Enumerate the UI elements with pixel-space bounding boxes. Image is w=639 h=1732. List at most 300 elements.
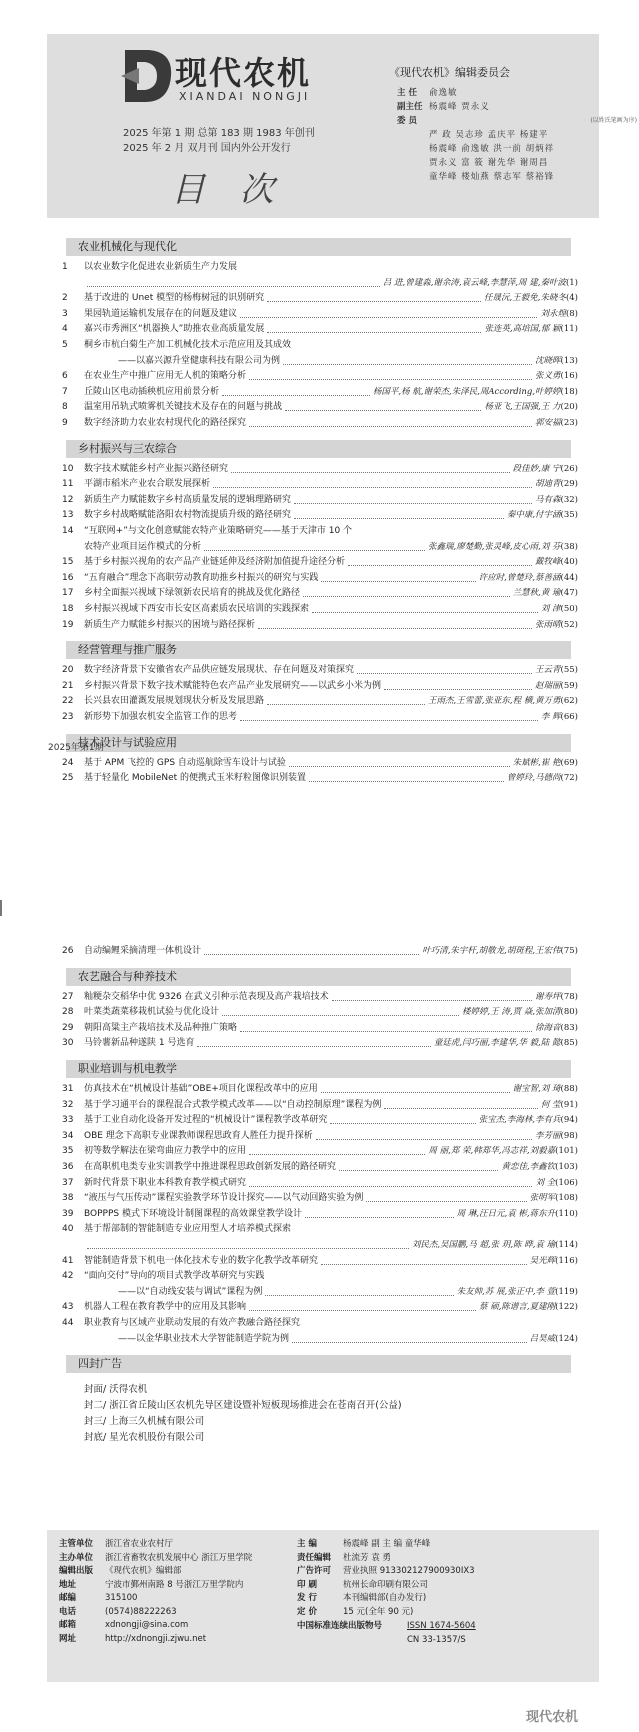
- entry-title: 数字经济背景下安徽省农产品供应链发展现状、存在问题及对策探究: [84, 665, 355, 676]
- leader-dots: [222, 395, 370, 396]
- toc-entry[interactable]: [62, 1254, 578, 1268]
- info-value: 本刊编辑部(自办发行): [343, 1593, 427, 1603]
- entry-title: 乡村振兴视域下西安市长安区高素质农民培训的实践探索: [84, 603, 310, 614]
- entry-number: 25: [62, 773, 74, 784]
- info-row: [59, 1606, 252, 1620]
- entry-number: 20: [62, 665, 74, 676]
- entry-authors: 刘 全: [535, 1177, 556, 1188]
- toc-entry[interactable]: [62, 291, 578, 305]
- info-value: xdnongji@sina.com: [105, 1620, 189, 1630]
- toc-entry[interactable]: [62, 1332, 578, 1346]
- board-row: [397, 170, 637, 184]
- toc-entry[interactable]: [62, 307, 578, 321]
- leader-dots: [240, 1031, 532, 1032]
- toc-entry[interactable]: [62, 338, 578, 352]
- toc-entry[interactable]: [62, 540, 578, 554]
- entry-authors: 马有森: [535, 494, 561, 505]
- board-label: [397, 156, 429, 170]
- entry-number: 19: [62, 619, 74, 630]
- entry-authors: 张雨晴: [535, 619, 561, 630]
- entry-number: 15: [62, 557, 74, 568]
- toc-entry[interactable]: [62, 1316, 578, 1330]
- board-members: 俞逸敏: [429, 88, 458, 98]
- publication-info: [47, 1530, 599, 1682]
- masthead: [47, 34, 637, 218]
- entry-page: (29): [560, 479, 578, 490]
- leader-dots: [240, 317, 537, 318]
- section-heading: 四封广告: [66, 1355, 571, 1373]
- entry-title: ——以金华职业技术大学智能制造学院为例: [118, 1333, 290, 1344]
- entry-number: 18: [62, 603, 74, 614]
- toc-entry[interactable]: [62, 555, 578, 569]
- entry-page: (13): [560, 355, 578, 366]
- entry-page: (108): [555, 1193, 578, 1204]
- entry-authors: 许应时,曾楚玲,蔡善涵: [478, 572, 561, 583]
- leader-dots: [309, 781, 504, 782]
- entry-authors: 徐海音: [535, 1022, 561, 1033]
- leader-dots: [267, 332, 481, 333]
- board-row: [397, 100, 637, 114]
- toc-entry[interactable]: [62, 354, 578, 368]
- info-row: [297, 1579, 475, 1593]
- issn-block: [297, 1620, 476, 1647]
- entry-number: 34: [62, 1130, 74, 1141]
- toc-entry[interactable]: [62, 618, 578, 632]
- toc-entry[interactable]: [62, 694, 578, 708]
- entry-number: 13: [62, 510, 74, 521]
- info-row: [297, 1552, 475, 1566]
- info-row: [297, 1565, 475, 1579]
- entry-authors: 周 丽,郑 荣,韩郑华,冯志祥,刘毅嘉: [428, 1146, 556, 1157]
- info-key: 主 编: [297, 1539, 317, 1549]
- leader-dots: [303, 596, 510, 597]
- toc-entry[interactable]: [62, 462, 578, 476]
- entry-authors: 叶巧清,朱宇杆,胡敬龙,胡斑程,王宏伟: [422, 946, 561, 956]
- entry-authors: 张义勇: [535, 371, 561, 382]
- cover-ads-list: [84, 1382, 402, 1446]
- entry-page: (91): [560, 1099, 578, 1110]
- info-value: 杜流芳 袁 勇: [343, 1552, 391, 1563]
- info-key: 发 行: [297, 1593, 317, 1603]
- leader-dots: [249, 379, 532, 380]
- entry-authors: 谢寿坪: [535, 991, 561, 1002]
- entry-page: (59): [560, 680, 578, 691]
- entry-title: 丘陵山区电动插秧机应用前景分析: [84, 386, 220, 397]
- info-value: 15 元(全年 90 元): [343, 1606, 414, 1617]
- toc-entry[interactable]: [62, 1222, 578, 1236]
- cover-ad-item: 封面/ 沃得农机: [84, 1384, 148, 1395]
- leader-dots: [321, 1092, 510, 1093]
- leader-dots: [332, 1000, 532, 1001]
- info-key: 印 刷: [297, 1579, 317, 1590]
- entry-authors: 王雨杰,王雪蕾,张亚东,程 横,黄万勇: [428, 696, 561, 707]
- leader-dots: [321, 1264, 527, 1265]
- leader-dots: [222, 1015, 459, 1016]
- toc-entry[interactable]: [62, 586, 578, 600]
- entry-authors: 曾婷玲,马德尚: [506, 773, 561, 784]
- entry-title: 机器人工程在教育教学中的应用及其影响: [84, 1302, 247, 1313]
- toc-entry[interactable]: [62, 710, 578, 724]
- issue-line: 2025 年 2 月 双月刊 国内外公开发行: [123, 143, 291, 154]
- entry-number: 33: [62, 1115, 74, 1126]
- entry-page: (69): [560, 757, 578, 768]
- toc-entry[interactable]: [62, 385, 578, 399]
- entry-number: 30: [62, 1038, 74, 1049]
- publication-info-left: [59, 1538, 252, 1646]
- info-value: 杨震峰 副 主 编 童华峰: [343, 1539, 431, 1549]
- entry-title: 基于改进的 Unet 模型的杨梅树冠的识别研究: [84, 293, 265, 304]
- info-value: 《现代农机》编辑部: [105, 1566, 182, 1576]
- info-key: 定 价: [297, 1606, 317, 1617]
- entry-number: 31: [62, 1084, 74, 1094]
- toc-entry[interactable]: [62, 1300, 578, 1314]
- entry-number: 32: [62, 1099, 74, 1110]
- entry-title: 基于学习通平台的课程混合式教学模式改革——以“自动控制原理”课程为例: [84, 1099, 382, 1110]
- toc-entry[interactable]: [62, 756, 578, 770]
- entry-page: (50): [560, 603, 578, 614]
- entry-page: (44): [560, 572, 578, 583]
- board-members: 童华峰 楼灿燕 蔡志军 蔡裕锋: [429, 172, 555, 182]
- entry-authors: 楼婷婷,王 涛,贾 焱,张加清: [462, 1007, 561, 1018]
- toc-entry[interactable]: [62, 369, 578, 383]
- toc-entry[interactable]: [62, 1207, 578, 1221]
- entry-title: 乡村振兴背景下数字技术赋能特色农产品产业发展研究——以武乡小米为例: [84, 680, 382, 691]
- info-key: 主办单位: [59, 1552, 94, 1563]
- leader-dots: [312, 612, 538, 613]
- leader-dots: [265, 1295, 453, 1296]
- entry-number: 5: [62, 339, 68, 350]
- entry-number: 41: [62, 1255, 74, 1266]
- leader-dots: [289, 766, 510, 767]
- entry-number: 26: [62, 946, 74, 956]
- toc-entry[interactable]: [62, 400, 578, 414]
- entry-authors: 秦中康,付宇涵: [506, 510, 561, 521]
- entry-title: 桐乡市杭白菊生产加工机械化技术示范应用及其成效: [84, 339, 292, 350]
- entry-authors: 赵瑞丽: [535, 680, 561, 691]
- entry-authors: 戴牧峰: [535, 557, 561, 568]
- leader-dots: [384, 1108, 538, 1109]
- journal-logo: [119, 46, 339, 118]
- info-value: 杭州长命印刷有限公司: [343, 1579, 429, 1590]
- toc-entry[interactable]: [62, 322, 578, 336]
- entry-page: (11): [560, 324, 578, 335]
- entry-page: (122): [555, 1302, 578, 1313]
- entry-title: 果园轨道运输机发展存在的问题及建议: [84, 308, 238, 319]
- entry-authors: 沈晓晖: [535, 355, 561, 366]
- entry-number: 35: [62, 1146, 74, 1157]
- toc-entry[interactable]: [62, 602, 578, 616]
- cover-ad-item: 封底/ 星光农机股份有限公司: [84, 1432, 205, 1443]
- entry-title: 朝阳高粱主产栽培技术及品种推广策略: [84, 1022, 238, 1033]
- toc-entry[interactable]: [62, 1176, 578, 1190]
- board-members: 杨震峰 贾永义: [429, 102, 490, 112]
- entry-title: 基于帮部制的智能制造专业应用型人才培养模式探索: [84, 1224, 292, 1235]
- leader-dots: [316, 1139, 532, 1140]
- toc-entry[interactable]: [62, 1113, 578, 1127]
- info-row: [59, 1619, 252, 1633]
- entry-number: 43: [62, 1302, 74, 1313]
- toc-list: [62, 756, 578, 787]
- info-value: (0574)88222263: [105, 1606, 177, 1617]
- entry-page: (116): [555, 1255, 578, 1266]
- toc-entry[interactable]: [62, 679, 578, 693]
- toc-entry[interactable]: [62, 1021, 578, 1035]
- entry-authors: 杨亚飞,王国强,王 力: [484, 402, 561, 413]
- entry-number: 23: [62, 711, 74, 722]
- cover-ad-item: 封二/ 浙江省丘陵山区农机先导区建设暨补短板现场推进会在苍南召开(公益): [84, 1400, 402, 1411]
- toc-entry[interactable]: [62, 990, 578, 1004]
- leader-dots: [231, 472, 510, 473]
- leader-dots: [267, 301, 481, 302]
- info-row: [59, 1538, 252, 1552]
- entry-title: “液压与气压传动”课程实验教学环节设计探究——以气动回路实验为例: [84, 1193, 364, 1204]
- entry-authors: 胡迪青: [535, 479, 561, 490]
- entry-page: (1): [565, 277, 578, 288]
- entry-authors: 刘 津: [540, 603, 561, 614]
- info-key: 责任编辑: [297, 1552, 332, 1563]
- board-note: (以姓氏笔画为序): [590, 117, 637, 124]
- entry-title: 温室用吊轨式喷雾机关键技术及存在的问题与挑战: [84, 402, 283, 413]
- entry-title: “互联网+”与文化创意赋能农特产业策略研究——基于天津市 10 个: [84, 525, 353, 536]
- issn-label: 中国标准连续出版物号: [297, 1621, 383, 1631]
- entry-number: 16: [62, 572, 74, 583]
- entry-number: 2: [62, 293, 68, 304]
- entry-title: 基于乡村振兴视角的农产品产业链延伸及经济附加值提升途径分析: [84, 557, 346, 568]
- entry-authors: 张宝杰,李海林,李有兵: [478, 1115, 561, 1126]
- info-row: [297, 1538, 475, 1552]
- entry-title: 基于工业自动化设备开发过程的“机械设计”课程教学改革研究: [84, 1115, 328, 1126]
- toc-entry[interactable]: [62, 1285, 578, 1299]
- entry-authors: 王云青: [535, 665, 561, 676]
- toc-entry[interactable]: [62, 1238, 578, 1252]
- board-row: [397, 156, 637, 170]
- entry-authors: 刘永煌: [540, 308, 566, 319]
- toc-entry[interactable]: [62, 771, 578, 785]
- entry-number: 12: [62, 494, 74, 505]
- board-label: 主 任: [397, 88, 417, 98]
- entry-page: (80): [560, 1007, 578, 1018]
- entry-number: 3: [62, 308, 68, 319]
- entry-authors: 郭安福: [535, 417, 561, 428]
- toc-entry[interactable]: [62, 524, 578, 538]
- section-heading: 技术设计与试验应用: [66, 734, 571, 752]
- entry-number: 42: [62, 1271, 74, 1282]
- leader-dots: [87, 1248, 409, 1249]
- entry-authors: 李芳丽: [535, 1130, 561, 1141]
- entry-page: (98): [560, 1130, 578, 1141]
- info-row: [59, 1592, 252, 1606]
- entry-page: (40): [560, 557, 578, 568]
- entry-number: 10: [62, 463, 74, 474]
- toc-entry[interactable]: [62, 1082, 578, 1096]
- entry-authors: 黄恋佳,李鑫钦: [501, 1161, 556, 1172]
- info-row: [297, 1606, 475, 1620]
- toc-entry[interactable]: [62, 663, 578, 677]
- toc-entry[interactable]: [62, 416, 578, 430]
- entry-page: (18): [560, 386, 578, 397]
- entry-title: 籼粳杂交稻华中优 9326 在武义引种示范表现及高产栽培技术: [84, 991, 329, 1002]
- entry-authors: 张鑫瑞,廖楚勤,张灵峰,皮心雨,刘 芬: [428, 541, 561, 552]
- entry-number: 4: [62, 324, 68, 335]
- entry-title: 以农业数字化促进农业新质生产力发展: [84, 262, 238, 272]
- toc-entry[interactable]: [62, 1160, 578, 1174]
- toc-entry[interactable]: [62, 571, 578, 585]
- entry-authors: 吕昊威: [529, 1333, 556, 1344]
- cn-number: CN 33-1357/S: [407, 1634, 466, 1645]
- entry-authors: 任晟沅,王毅免,朱晓冬: [484, 293, 566, 304]
- entry-page: (35): [560, 510, 578, 521]
- entry-number: 6: [62, 371, 68, 382]
- board-members: 严 政 吴志珍 孟庆平 杨建平: [429, 130, 549, 140]
- info-key: 电话: [59, 1606, 77, 1617]
- toc-entry[interactable]: [62, 1269, 578, 1283]
- entry-authors: 吕 进,曾建淼,谢余涛,袁云峰,李慧萍,周 建,秦叶波: [382, 277, 566, 288]
- toc-entry[interactable]: [62, 1129, 578, 1143]
- entry-title: 在高职机电类专业实训教学中推进课程思政创新发展的路径研究: [84, 1161, 337, 1172]
- section-heading: 农业机械化与现代化: [66, 238, 571, 256]
- entry-page: (101): [555, 1146, 578, 1157]
- entry-number: 29: [62, 1022, 74, 1033]
- board-row: [397, 142, 637, 156]
- leader-dots: [240, 720, 538, 721]
- board-label: [397, 170, 429, 184]
- issn-number: ISSN 1674-5604: [407, 1621, 476, 1631]
- entry-number: 1: [62, 262, 68, 272]
- board-row: [397, 114, 637, 128]
- editorial-board: [397, 86, 637, 184]
- toc-list: [62, 944, 578, 960]
- leader-dots: [321, 581, 475, 582]
- logo-english-text: XIANDAI NONGJI: [179, 90, 311, 103]
- logo-chinese-text: 现代农机: [175, 54, 312, 92]
- publication-info-right: [297, 1538, 475, 1619]
- entry-page: (66): [560, 711, 578, 722]
- entry-number: 27: [62, 991, 74, 1002]
- info-key: 网址: [59, 1633, 77, 1644]
- info-row: [59, 1565, 252, 1579]
- entry-title: 马铃薯新品种遂陕 1 号选育: [84, 1038, 195, 1049]
- section-heading: 职业培训与机电教学: [66, 1060, 571, 1078]
- entry-page: (72): [560, 773, 578, 784]
- entry-number: 11: [62, 479, 74, 490]
- contents-title: 目 次: [171, 170, 286, 210]
- toc-entry[interactable]: [62, 1005, 578, 1019]
- info-value: http://xdnongji.zjwu.net: [105, 1633, 207, 1644]
- entry-page: (83): [560, 1022, 578, 1033]
- leader-dots: [258, 628, 532, 629]
- entry-number: 21: [62, 680, 74, 691]
- leader-dots: [204, 954, 419, 955]
- entry-title: 新时代背景下职业本科教育教学模式研究: [84, 1177, 247, 1188]
- entry-title: 自动编鲤采摘清理一体机设计: [84, 946, 202, 956]
- entry-title: 新质生产力赋能乡村振兴的困境与路径探析: [84, 619, 256, 630]
- entry-page: (103): [555, 1161, 578, 1172]
- entry-page: (20): [560, 402, 578, 413]
- entry-page: (88): [560, 1084, 578, 1094]
- section-heading: 经营管理与推广服务: [66, 641, 571, 659]
- leader-dots: [204, 550, 425, 551]
- entry-title: 基于 APM 飞控的 GPS 自动巡航除雪车设计与试验: [84, 757, 286, 768]
- entry-authors: 童廷虎,闫巧丽,李建华,华 毅,陆 懿: [433, 1038, 561, 1049]
- entry-number: 40: [62, 1224, 74, 1235]
- entry-number: 9: [62, 417, 68, 428]
- board-label: [397, 142, 429, 156]
- entry-title: 在农业生产中推广应用无人机的策略分析: [84, 371, 247, 382]
- info-value: 315100: [105, 1593, 138, 1603]
- leader-dots: [285, 410, 481, 411]
- issue-line: 2025 年第 1 期 总第 183 期 1983 年创刊: [123, 128, 315, 139]
- entry-page: (4): [565, 293, 578, 304]
- board-members: [429, 114, 590, 128]
- entry-authors: 周 琳,汪日元,袁 彬,蒋东升: [456, 1208, 556, 1219]
- entry-authors: 朱友帅,苏 展,张正中,李 萱: [456, 1286, 556, 1297]
- entry-title: 数字技术赋能乡村产业振兴路径研究: [84, 463, 229, 474]
- toc-entry[interactable]: [62, 1036, 578, 1050]
- entry-page: (55): [560, 665, 578, 676]
- board-label: [397, 128, 429, 142]
- entry-title: 嘉兴市秀洲区“机器换人”助推农业高质量发展: [84, 324, 265, 335]
- entry-page: (32): [560, 494, 578, 505]
- leader-dots: [249, 1154, 425, 1155]
- toc-entry[interactable]: [62, 1191, 578, 1205]
- entry-title: 初等数学解法在梁弯曲应力教学中的应用: [84, 1146, 247, 1157]
- entry-page: (119): [555, 1286, 578, 1297]
- entry-title: 新质生产力赋能数字乡村高质量发展的逻辑理路研究: [84, 494, 292, 505]
- toc-entry[interactable]: [62, 508, 578, 522]
- entry-authors: 何 莹: [540, 1099, 561, 1110]
- board-row: [397, 128, 637, 142]
- toc-entry[interactable]: [62, 493, 578, 507]
- entry-page: (106): [555, 1177, 578, 1188]
- entry-number: 17: [62, 588, 74, 599]
- leader-dots: [213, 487, 532, 488]
- toc-entry[interactable]: [62, 276, 578, 290]
- entry-title: OBE 理念下高职专业课教师课程思政育人胜任力提升探析: [84, 1130, 313, 1141]
- entry-number: 44: [62, 1317, 74, 1328]
- info-row: [59, 1552, 252, 1566]
- entry-authors: 张明军: [529, 1193, 556, 1204]
- cover-ad-item: 封三/ 上海三久机械有限公司: [84, 1416, 205, 1427]
- entry-page: (124): [555, 1333, 578, 1344]
- entry-page: (62): [560, 696, 578, 707]
- entry-number: 24: [62, 757, 74, 768]
- entry-number: 22: [62, 696, 74, 707]
- entry-title: ——以嘉兴源升堂健康科技有限公司为例: [118, 355, 281, 366]
- entry-title: 平湖市稻米产业农合联发展探析: [84, 479, 211, 490]
- info-key: 广告许可: [297, 1566, 332, 1576]
- toc-entry[interactable]: [62, 477, 578, 491]
- issue-page-label: 2025年第1期: [48, 743, 104, 753]
- entry-title: ——以“自动线安装与调试”课程为例: [118, 1286, 263, 1297]
- toc-entry[interactable]: [62, 1098, 578, 1112]
- info-row: [59, 1579, 252, 1593]
- leader-dots: [292, 1342, 527, 1343]
- leader-dots: [339, 1170, 498, 1171]
- entry-authors: 吴光辉: [529, 1255, 556, 1266]
- toc-entry[interactable]: [62, 944, 578, 958]
- entry-page: (78): [560, 991, 578, 1002]
- entry-page: (85): [560, 1038, 578, 1049]
- toc-entry[interactable]: [62, 1144, 578, 1158]
- entry-number: 8: [62, 402, 68, 413]
- leader-dots: [294, 518, 504, 519]
- toc-entry[interactable]: [62, 260, 578, 274]
- leader-dots: [294, 503, 532, 504]
- info-key: 邮编: [59, 1593, 77, 1603]
- leader-dots: [348, 565, 532, 566]
- entry-title: BOPPPS 模式下环境设计制图课程的高效课堂教学设计: [84, 1208, 302, 1219]
- toc-list: [62, 663, 578, 725]
